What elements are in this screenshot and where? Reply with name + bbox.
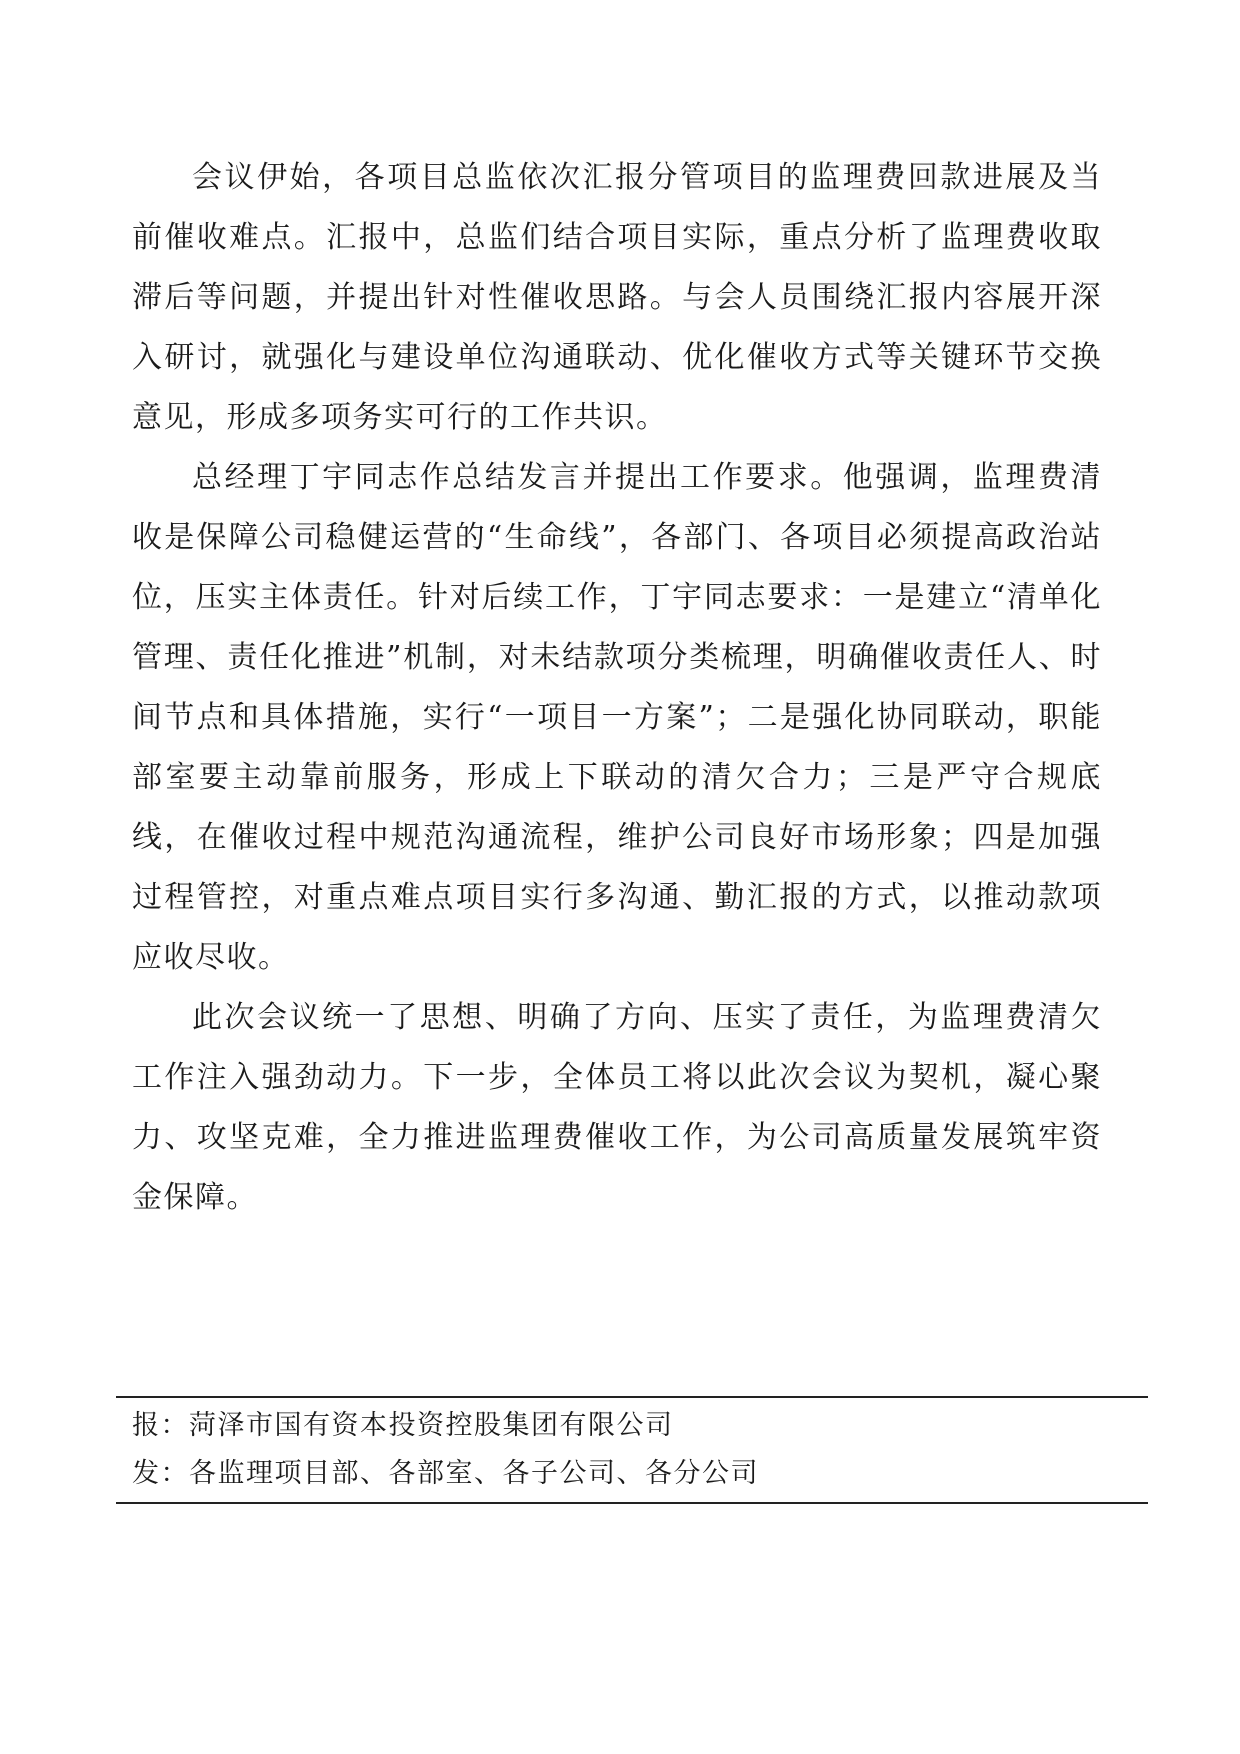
- distribution-footer: [116, 1396, 1148, 1504]
- paragraph-meeting-conclusion: 此次会议统一了思想、明确了方向、压实了责任，为监理费清欠工作注入强劲动力。下一步，全体员工将以此次会议为契机，凝心聚力、攻坚克难，全力推进监理费催收工作，为公司高质量发展筑牢资金保障。: [132, 1000, 1102, 1215]
- paragraph-meeting-reports: 会议伊始，各项目总监依次汇报分管项目的监理费回款进展及当前催收难点。汇报中，总监们结合项目实际，重点分析了监理费收取滞后等问题，并提出针对性催收思路。与会人员围绕汇报内容展开深入研讨，就强化与建设单位沟通联动、优化催收方式等关键环节交换意见，形成多项务实可行的工作共识。: [132, 160, 1102, 435]
- report-to-line: 报：菏泽市国有资本投资控股集团有限公司: [132, 1410, 674, 1441]
- document-body: [132, 148, 1102, 1228]
- paragraph-general-manager-requirements: 总经理丁宇同志作总结发言并提出工作要求。他强调，监理费清收是保障公司稳健运营的“生命线”，各部门、各项目必须提高政治站位，压实主体责任。针对后续工作，丁宇同志要求：一是建立“清单化管理、责任化推进”机制，对未结款项分类梳理，明确催收责任人、时间节点和具体措施，实行“一项目一方案”；二是强化协同联动，职能部室要主动靠前服务，形成上下联动的清欠合力；三是严守合规底线，在催收过程中规范沟通流程，维护公司良好市场形象；四是加强过程管控，对重点难点项目实行多沟通、勤汇报的方式，以推动款项应收尽收。: [132, 460, 1102, 975]
- send-to-line: 发：各监理项目部、各部室、各子公司、各分公司: [132, 1458, 759, 1489]
